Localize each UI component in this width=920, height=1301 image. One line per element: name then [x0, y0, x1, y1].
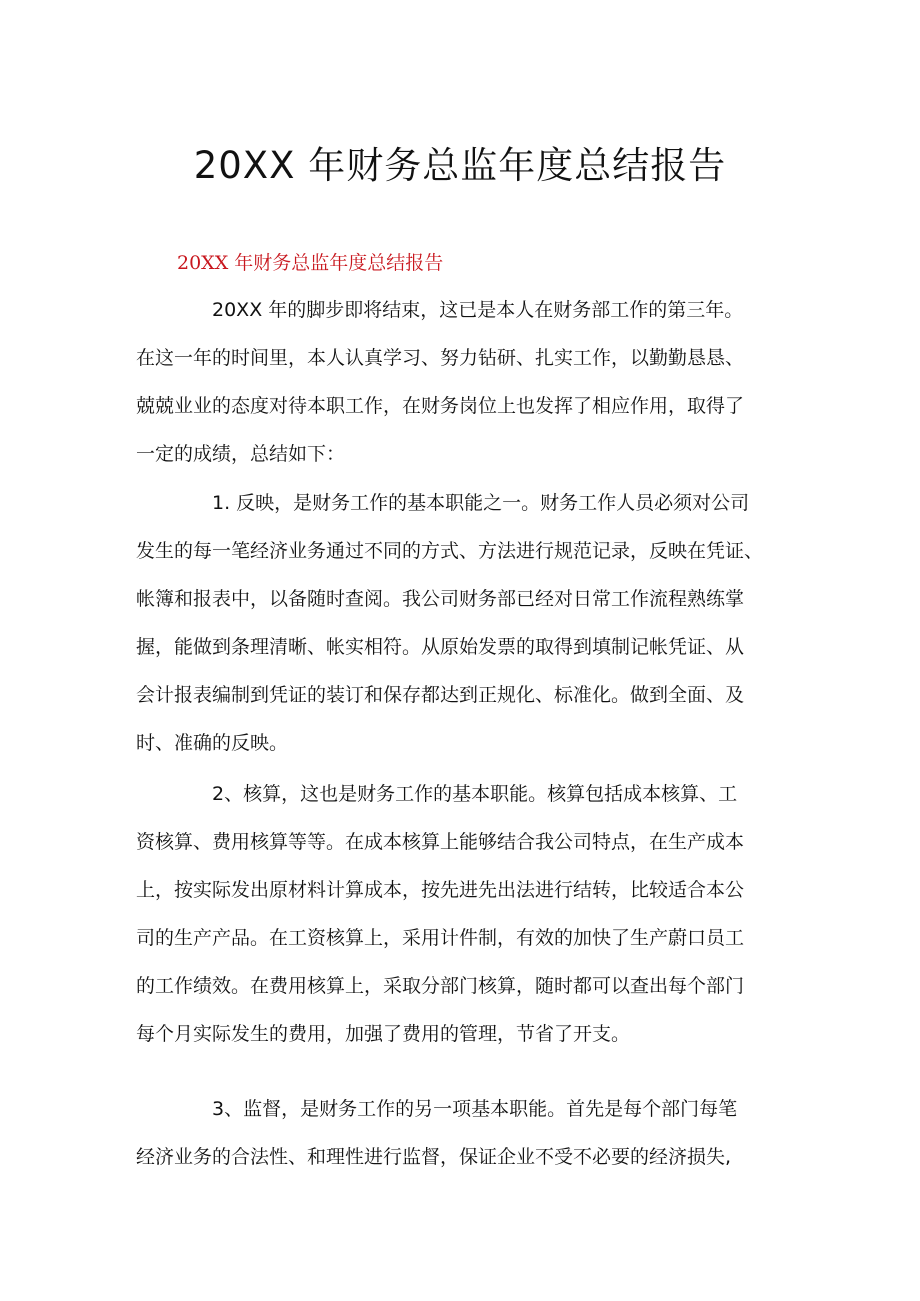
- paragraph-line: 在这一年的时间里，本人认真学习、努力钻研、扎实工作，以勤勤恳恳、: [136, 347, 745, 369]
- paragraph-line: 发生的每一笔经济业务通过不同的方式、方法进行规范记录，反映在凭证、: [136, 540, 764, 562]
- paragraph-line: 每个月实际发生的费用，加强了费用的管理，节省了开支。: [136, 1023, 631, 1045]
- paragraph-accounting: [136, 770, 796, 1058]
- paragraph-line: 时、准确的反映。: [136, 732, 289, 754]
- paragraph-line: 会计报表编制到凭证的装订和保存都达到正规化、标准化。做到全面、及: [136, 684, 745, 706]
- paragraph-line: 经济业务的合法性、和理性进行监督，保证企业不受不必要的经济损失,: [136, 1146, 732, 1168]
- paragraph-intro: [136, 286, 796, 478]
- paragraph-reflect: [136, 479, 796, 767]
- paragraph-line: 资核算、费用核算等等。在成本核算上能够结合我公司特点，在生产成本: [136, 831, 745, 853]
- paragraph-line: 20XX 年的脚步即将结束，这已是本人在财务部工作的第三年。: [212, 299, 744, 321]
- paragraph-supervision: [136, 1085, 796, 1181]
- document-title: 20XX 年财务总监年度总结报告: [193, 144, 727, 187]
- paragraph-line: 握，能做到条理清晰、帐实相符。从原始发票的取得到填制记帐凭证、从: [136, 636, 745, 658]
- paragraph-line: 帐簿和报表中，以备随时查阅。我公司财务部已经对日常工作流程熟练掌: [136, 588, 745, 610]
- paragraph-line: 3、监督，是财务工作的另一项基本职能。首先是每个部门每笔: [212, 1098, 738, 1120]
- paragraph-line: 司的生产产品。在工资核算上，采用计件制，有效的加快了生产蔚口员工: [136, 927, 745, 949]
- paragraph-line: 兢兢业业的态度对待本职工作，在财务岗位上也发挥了相应作用，取得了: [136, 395, 745, 417]
- paragraph-line: 2、核算，这也是财务工作的基本职能。核算包括成本核算、工: [212, 783, 738, 805]
- paragraph-line: 上，按实际发出原材料计算成本，按先进先出法进行结转，比较适合本公: [136, 879, 745, 901]
- paragraph-line: 1. 反映，是财务工作的基本职能之一。财务工作人员必须对公司: [212, 492, 750, 514]
- paragraph-line: 一定的成绩，总结如下：: [136, 443, 346, 465]
- paragraph-line: 的工作绩效。在费用核算上，采取分部门核算，随时都可以查出每个部门: [136, 975, 745, 997]
- document-subtitle: 20XX 年财务总监年度总结报告: [177, 252, 444, 274]
